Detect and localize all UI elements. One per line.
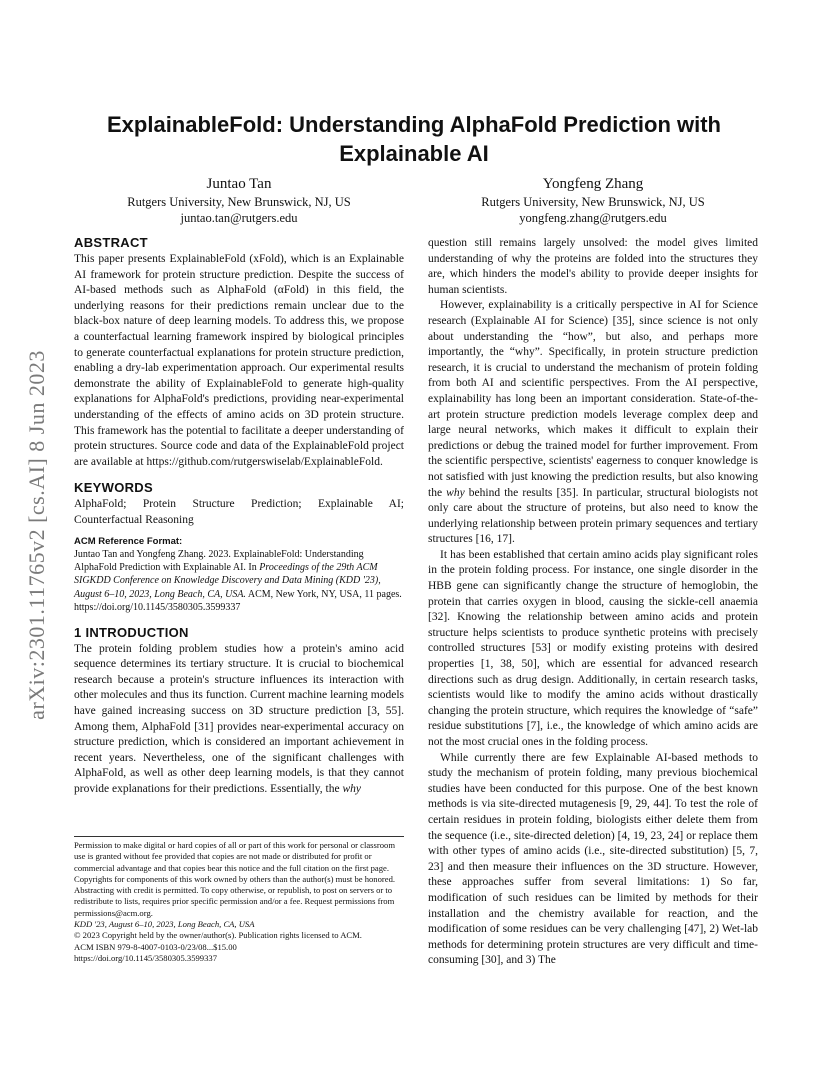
- abstract-heading: ABSTRACT: [74, 235, 148, 250]
- author-block-2: [428, 175, 758, 226]
- permission-notice: Permission to make digital or hard copies of all or part of this work for personal or classroom use is granted without fee provided that copies are not made or distributed for profit or commercial advantage and that copies bear this notice and the full citation on the first page. Copyrights for components of this work owned by others than the author(s) must be honored. Abstracting with credit is permitted. To copy otherwise, or republish, to post on servers or to redistribute to lists, requires prior specific permission and/or a fee. Request permissions from permissions@acm.org.: [74, 840, 396, 918]
- arxiv-identifier: [10, 300, 64, 770]
- keywords-heading: KEYWORDS: [74, 480, 153, 496]
- arxiv-identifier-text: arXiv:2301.11765v2 [cs.AI] 8 Jun 2023: [24, 350, 50, 720]
- intro-p1-continued: question still remains largely unsolved: the model gives limited understanding of why the proteins are folded into the structures they are, which hinders the model's ability to provide deeper insights for human scientists.: [428, 237, 758, 296]
- paper-title: ExplainableFold: Understanding AlphaFold Prediction with Explainable AI: [107, 112, 721, 166]
- intro-paragraph-4: While currently there are few Explainable AI-based methods to study the mechanism of protein folding, many previous biochemical studies have been conducted for this purpose. One of the best known methods is via site-directed mutagenesis [9, 29, 44]. To test the role of certain residues in protein folding, biologists either delete them from the sequence (i.e., site-directed deletion) [4, 19, 23, 24] or replace them with other types of amino acids (i.e., site-directed substitution) [5, 7, 23] and then measure their influences on the 3D structure. However, these approaches suffer from several limitations: 1) So far, modification of such residues can be limited by methods for their installation and the chemistry available for reaction, and the modification of some residues can be very challenging [47], 2) Wet-lab methods for determining protein structures are very difficult and time-consuming [30], and 3) The: [428, 751, 758, 967]
- right-column: [428, 236, 758, 969]
- author-name: Juntao Tan: [206, 176, 272, 192]
- author-affiliation: Rutgers University, New Brunswick, NJ, US: [127, 195, 351, 209]
- isbn-line: ACM ISBN 979-8-4007-0103-0/23/08...$15.00: [74, 941, 237, 952]
- copyright-line: © 2023 Copyright held by the owner/author(s). Publication rights licensed to ACM.: [74, 930, 362, 941]
- author-block-1: [74, 175, 404, 226]
- intro-p2-emphasis: why: [446, 486, 465, 499]
- keywords-text: AlphaFold; Protein Structure Prediction; Explainable AI; Counterfactual Reasoning: [74, 498, 404, 526]
- acm-reference-publisher: ACM, New York, NY, USA, 11 pages. https://doi.org/10.1145/3580305.3599337: [74, 588, 402, 614]
- author-name: Yongfeng Zhang: [542, 176, 644, 192]
- copyright-footnote: [74, 836, 404, 964]
- conference-info: KDD '23, August 6–10, 2023, Long Beach, CA, USA: [74, 919, 255, 930]
- author-affiliation: Rutgers University, New Brunswick, NJ, US: [481, 195, 705, 209]
- doi-line: https://doi.org/10.1145/3580305.3599337: [74, 952, 217, 963]
- author-email: juntao.tan@rutgers.edu: [180, 211, 298, 225]
- acm-reference-venue: Proceedings of the 29th ACM SIGKDD Conference on Knowledge Discovery and Data Mining (KDD '23), August 6–10, 2023, Long Beach, CA, USA.: [74, 561, 381, 600]
- acm-reference-heading: ACM Reference Format:: [74, 535, 183, 547]
- author-email: yongfeng.zhang@rutgers.edu: [519, 211, 667, 225]
- intro-p2-continued: behind the results [35]. In particular, structural biologists not only care about the structure of proteins, but also need to know the underlying relationship between protein primary sequences and tertiary structures [16, 17].: [428, 486, 758, 546]
- intro-p2-text: However, explainability is a critically perspective in AI for Science research (Explainable AI for Science) [35], since science is not only about understanding the “how”, but also, and perhaps more importantly, the “why”. Specifically, in protein structure prediction research, it is crucial to understand the mechanism of protein folding from both AI and scientific perspectives. From the AI perspective, explainability has long been an important consideration. State-of-the-art protein structure prediction models leverage complex deep and large neural networks, which makes it difficult to explain their predictions or debug the trained model for further improvement. From the scientific perspective, scientists' eagerness to conquer knowledge is not satisfied with just knowing the prediction results, but also knowing the: [428, 299, 758, 499]
- acm-reference-text: [74, 548, 404, 615]
- left-column: [74, 234, 404, 797]
- acm-reference-authors: Juntao Tan and Yongfeng Zhang. 2023. ExplainableFold: Understanding AlphaFold Prediction with Explainable AI. In: [74, 548, 364, 573]
- intro-paragraph-3: It has been established that certain amino acids play significant roles in the protein folding process. For instance, one single disorder in the HBB gene can significantly change the structure of hemoglobin, the protein that carries oxygen in blood, causing the sickle-cell anaemia [32]. Knowing the relationship between amino acids and protein structure helps scientists to produce synthetic proteins with precisely controlled structures [53] or modify existing proteins with desired properties [1, 38, 50], which are essential for advanced research directions such as drug design. Additionally, in certain research tasks, scientists would like to modify the amino acids without drastically changing the protein structure, which requires the knowledge of “safe” residue substitutions [7], i.e., the knowledge of which amino acids are not the most crucial ones in the folding process.: [428, 548, 758, 748]
- introduction-heading: 1 INTRODUCTION: [74, 624, 189, 640]
- intro-paragraph-1-continued: [428, 236, 758, 298]
- intro-p1-emphasis: why: [342, 782, 362, 795]
- intro-paragraph-1: [74, 642, 404, 798]
- intro-p1-text: The protein folding problem studies how a protein's amino acid sequence determines its tertiary structure. It is crucial to biochemical research because a protein's structure influences its interaction with other molecules and thus its function. Current machine learning models have gained increasing success on 3D structure prediction [3, 55]. Among them, AlphaFold [31] provides near-experimental accuracy on structure prediction, which is considered an important achievement in recent years. Nevertheless, one of the significant challenges with AlphaFold, as well as other deep learning models, is that they cannot provide explanations for their predictions. Essentially, the: [74, 642, 404, 795]
- abstract-text: This paper presents ExplainableFold (xFold), which is an Explainable AI framework for protein structure prediction. Despite the success of AI-based methods such as AlphaFold (αFold) in this field, the underlying reasons for their predictions remain unclear due to the black-box nature of deep learning models. To address this, we propose a counterfactual learning framework inspired by biological principles to generate counterfactual explanations for protein structure prediction, enabling a dry-lab experimentation approach. Our experimental results demonstrate the ability of ExplainableFold to generate high-quality explanations for AlphaFold's predictions, providing near-experimental understanding of the effects of amino acids on 3D protein structure. This framework has the potential to facilitate a deeper understanding of protein structures. Source code and data of the ExplainableFold project are available at https://github.com/rutgerswiselab/ExplainableFold.: [74, 253, 404, 468]
- intro-paragraph-2: [428, 298, 758, 548]
